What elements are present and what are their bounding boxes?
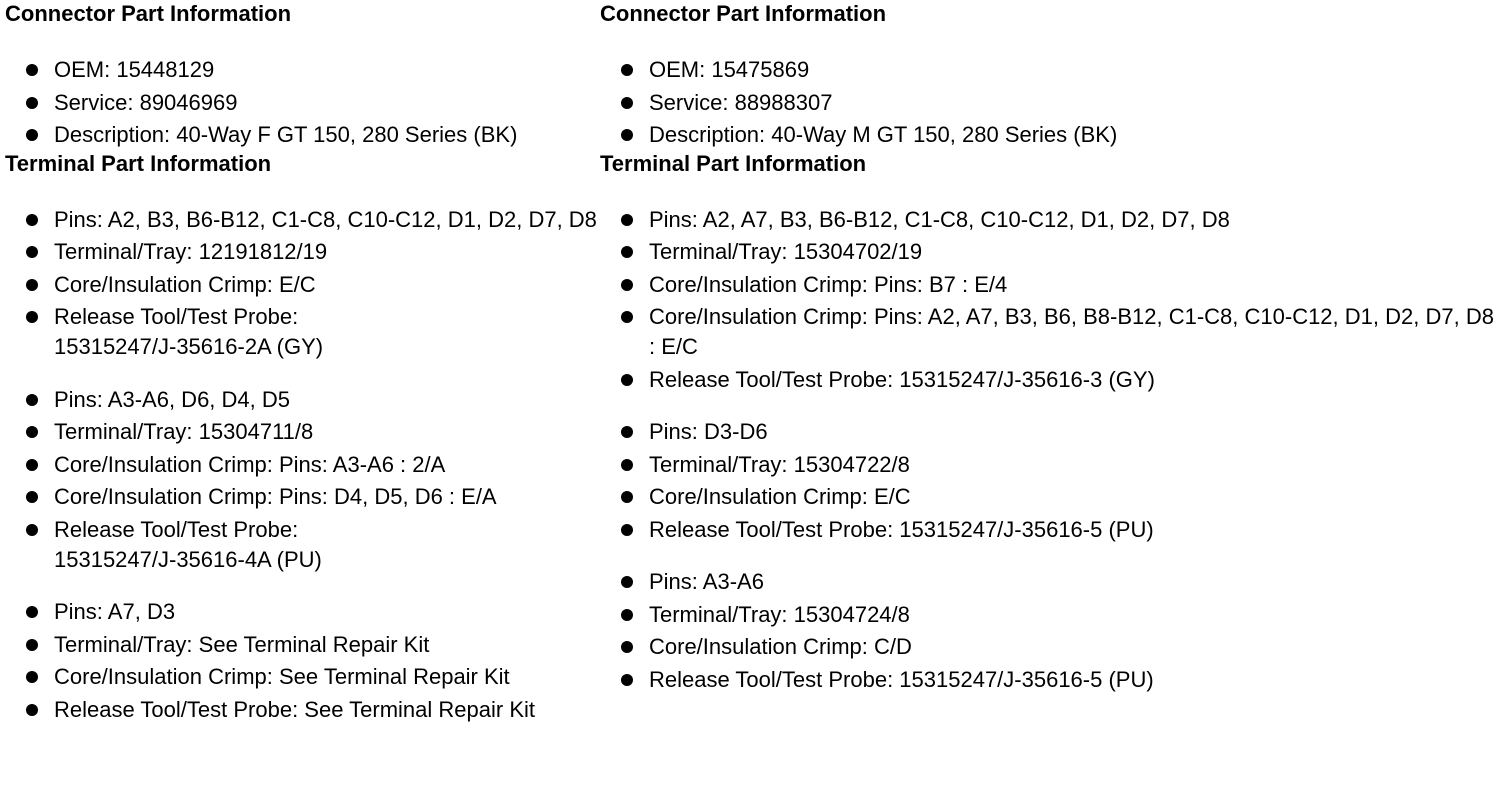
connector-part-heading: Connector Part Information xyxy=(600,1,887,26)
terminal-group xyxy=(600,417,1500,545)
list-item: Description: 40-Way M GT 150, 280 Series (BK) xyxy=(600,120,1504,150)
terminal-group xyxy=(600,567,1500,695)
list-item: Core/Insulation Crimp: E/C xyxy=(5,270,599,300)
terminal-group xyxy=(5,205,595,363)
list-item: Pins: A3-A6 xyxy=(600,567,1504,597)
connector-part-list xyxy=(600,55,1500,150)
list-item: Core/Insulation Crimp: Pins: D4, D5, D6 : E/A xyxy=(5,482,599,512)
list-item: Terminal/Tray: 15304702/19 xyxy=(600,237,1504,267)
list-item: Terminal/Tray: 12191812/19 xyxy=(5,237,599,267)
list-item: Release Tool/Test Probe: 15315247/J-35616-3 (GY) xyxy=(600,365,1504,395)
terminal-part-heading: Terminal Part Information xyxy=(600,150,867,176)
list-item: Pins: A3-A6, D6, D4, D5 xyxy=(5,385,599,415)
list-item: Release Tool/Test Probe: See Terminal Repair Kit xyxy=(5,695,579,725)
list-item: Pins: D3-D6 xyxy=(600,417,1504,447)
list-item: Release Tool/Test Probe: 15315247/J-35616-5 (PU) xyxy=(600,515,1504,545)
connector-part-heading: Connector Part Information xyxy=(5,1,292,26)
list-item: Terminal/Tray: See Terminal Repair Kit xyxy=(5,630,599,660)
list-item: OEM: 15448129 xyxy=(5,55,599,85)
list-item: Service: 89046969 xyxy=(5,88,599,118)
list-item: Release Tool/Test Probe: 15315247/J-35616-4A (PU) xyxy=(5,515,384,575)
list-item: Core/Insulation Crimp: See Terminal Repair Kit xyxy=(5,662,599,692)
list-item: Terminal/Tray: 15304722/8 xyxy=(600,450,1504,480)
list-item: Pins: A7, D3 xyxy=(5,597,599,627)
list-item: Core/Insulation Crimp: Pins: B7 : E/4 xyxy=(600,270,1504,300)
terminal-group xyxy=(5,385,595,575)
list-item: OEM: 15475869 xyxy=(600,55,1504,85)
right-connector-column xyxy=(600,0,1500,697)
list-item: Pins: A2, A7, B3, B6-B12, C1-C8, C10-C12, D1, D2, D7, D8 xyxy=(600,205,1504,235)
list-item: Terminal/Tray: 15304711/8 xyxy=(5,417,599,447)
terminal-group xyxy=(5,597,595,725)
list-item: Release Tool/Test Probe: 15315247/J-35616-5 (PU) xyxy=(600,665,1504,695)
list-item: Terminal/Tray: 15304724/8 xyxy=(600,600,1504,630)
left-connector-column xyxy=(5,0,595,727)
terminal-part-heading: Terminal Part Information xyxy=(5,150,272,176)
list-item: Description: 40-Way F GT 150, 280 Series (BK) xyxy=(5,120,599,150)
list-item: Core/Insulation Crimp: Pins: A3-A6 : 2/A xyxy=(5,450,599,480)
list-item: Service: 88988307 xyxy=(600,88,1504,118)
list-item: Core/Insulation Crimp: Pins: A2, A7, B3, B6, B8-B12, C1-C8, C10-C12, D1, D2, D7, D8 : E/C xyxy=(600,302,1494,362)
connector-part-list xyxy=(5,55,595,150)
list-item: Core/Insulation Crimp: C/D xyxy=(600,632,1504,662)
list-item: Pins: A2, B3, B6-B12, C1-C8, C10-C12, D1, D2, D7, D8 xyxy=(5,205,599,235)
list-item: Core/Insulation Crimp: E/C xyxy=(600,482,1504,512)
terminal-group xyxy=(600,205,1500,395)
list-item: Release Tool/Test Probe: 15315247/J-35616-2A (GY) xyxy=(5,302,384,362)
